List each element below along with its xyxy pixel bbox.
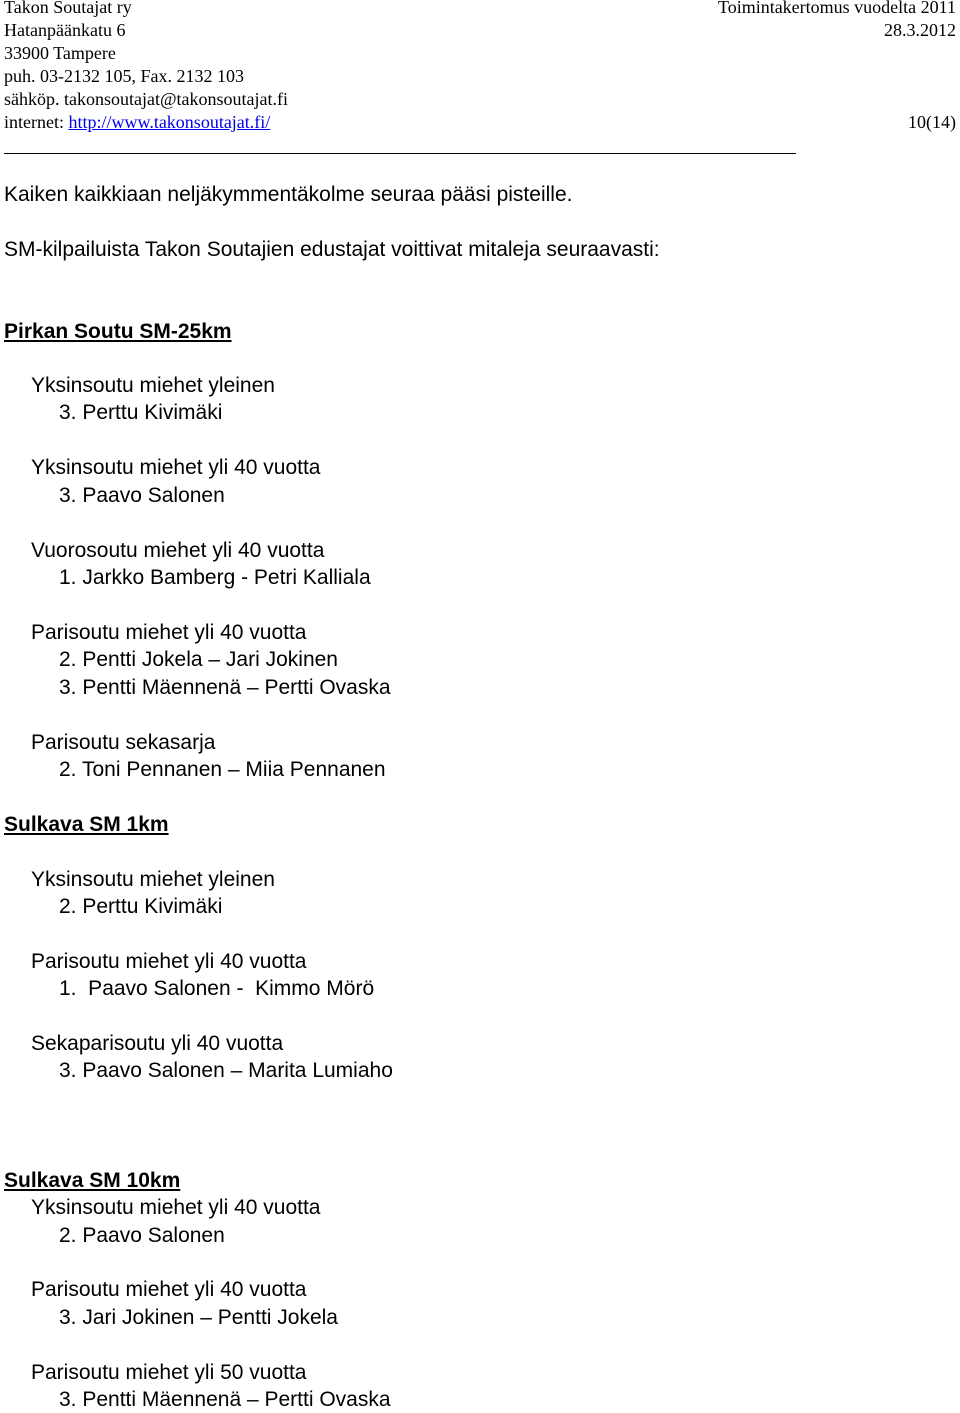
postal-address: 33900 Tampere: [4, 43, 116, 63]
section-title: Sulkava SM 1km: [4, 813, 169, 836]
street-address: Hatanpäänkatu 6: [4, 20, 126, 40]
category-label: Yksinsoutu miehet yli 40 vuotta: [31, 1196, 321, 1219]
category-label: Vuorosoutu miehet yli 40 vuotta: [31, 539, 325, 562]
internet-label: internet:: [4, 112, 69, 132]
internet-line: [4, 111, 288, 134]
section-title: Sulkava SM 10km: [4, 1169, 181, 1192]
category-label: Sekaparisoutu yli 40 vuotta: [31, 1032, 284, 1055]
document-date: 28.3.2012: [884, 20, 956, 40]
section-title: Pirkan Soutu SM-25km: [4, 320, 232, 343]
result-entry: 1. Paavo Salonen - Kimmo Mörö: [59, 977, 375, 1000]
category-label: Yksinsoutu miehet yli 40 vuotta: [31, 456, 321, 479]
category-label: Parisoutu miehet yli 40 vuotta: [31, 621, 307, 644]
document-info: [718, 0, 956, 42]
result-entry: 3. Paavo Salonen – Marita Lumiaho: [59, 1059, 393, 1082]
category-label: Yksinsoutu miehet yleinen: [31, 374, 275, 397]
result-entry: 2. Pentti Jokela – Jari Jokinen: [59, 648, 338, 671]
result-entry: 3. Pentti Mäennenä – Pertti Ovaska: [59, 676, 391, 699]
letterhead-address: [4, 0, 288, 134]
intro-paragraph: Kaiken kaikkiaan neljäkymmentäkolme seuraa pääsi pisteille.: [4, 183, 573, 206]
org-name: Takon Soutajat ry: [4, 0, 132, 17]
result-entry: 3. Jari Jokinen – Pentti Jokela: [59, 1306, 338, 1329]
page-number: 10(14): [908, 112, 956, 132]
category-label: Parisoutu miehet yli 50 vuotta: [31, 1361, 307, 1384]
header-divider: [4, 153, 796, 154]
intro-paragraph: SM-kilpailuista Takon Soutajien edustajat voittivat mitaleja seuraavasti:: [4, 238, 660, 261]
result-entry: 3. Pentti Mäennenä – Pertti Ovaska: [59, 1388, 391, 1411]
category-label: Parisoutu sekasarja: [31, 731, 216, 754]
result-entry: 2. Toni Pennanen – Miia Pennanen: [59, 758, 386, 781]
category-label: Yksinsoutu miehet yleinen: [31, 868, 275, 891]
document-title: Toimintakertomus vuodelta 2011: [717, 0, 956, 17]
result-entry: 2. Paavo Salonen: [59, 1224, 225, 1247]
result-entry: 3. Paavo Salonen: [59, 484, 225, 507]
result-entry: 2. Perttu Kivimäki: [59, 895, 223, 918]
email-address: sähköp. takonsoutajat@takonsoutajat.fi: [4, 89, 289, 109]
result-entry: 3. Perttu Kivimäki: [59, 401, 223, 424]
category-label: Parisoutu miehet yli 40 vuotta: [31, 950, 307, 973]
category-label: Parisoutu miehet yli 40 vuotta: [31, 1278, 307, 1301]
result-entry: 1. Jarkko Bamberg - Petri Kalliala: [59, 566, 371, 589]
website-link[interactable]: http://www.takonsoutajat.fi/: [68, 112, 271, 132]
phone-fax: puh. 03-2132 105, Fax. 2132 103: [4, 66, 244, 86]
